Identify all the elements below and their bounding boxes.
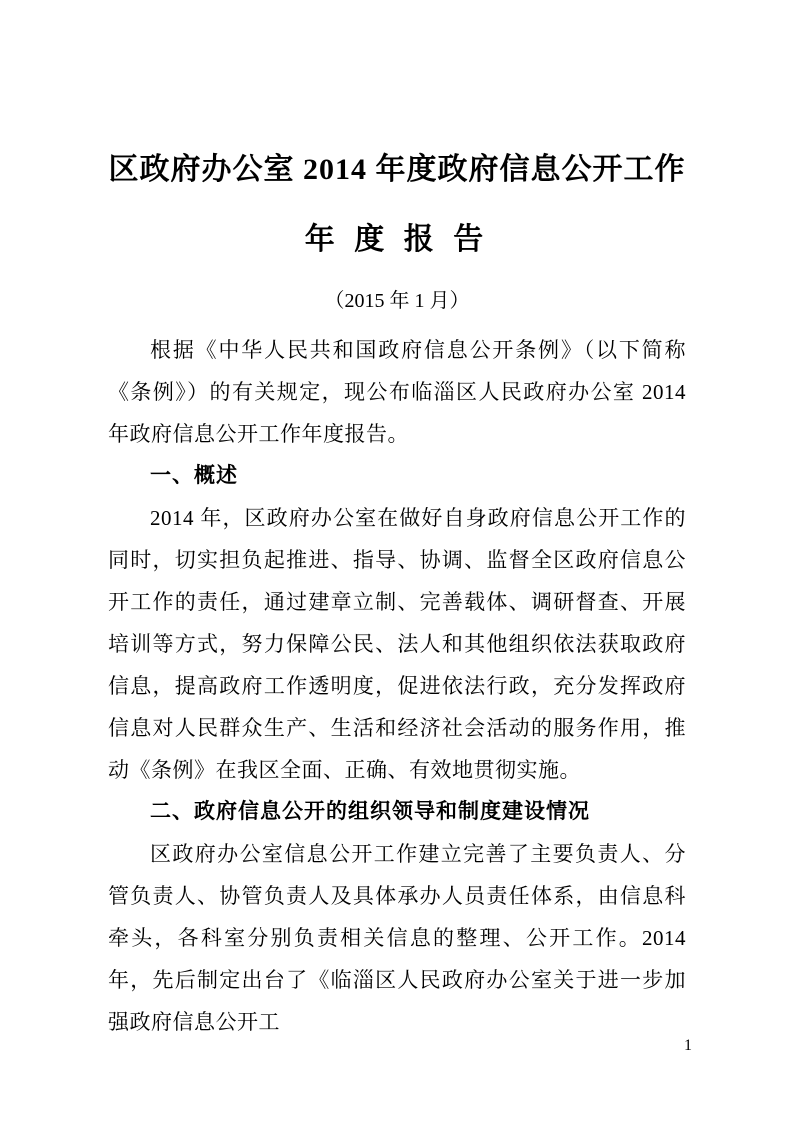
page-number: 1 bbox=[684, 1037, 692, 1054]
document-title-line1: 区政府办公室 2014 年度政府信息公开工作 bbox=[108, 153, 686, 186]
document-body bbox=[108, 329, 686, 1043]
paragraph-section-2: 区政府办公室信息公开工作建立完善了主要负责人、分管负责人、协管负责人及具体承办人员责任体系，由信息科牵头，各科室分别负责相关信息的整理、公开工作。2014 年，先后制定出台了《临淄区人民政府办公室关于进一步加强政府信息公开工 bbox=[108, 842, 686, 1034]
paragraph-section-1: 2014 年，区政府办公室在做好自身政府信息公开工作的同时，切实担负起推进、指导、协调、监督全区政府信息公开工作的责任，通过建章立制、完善载体、调研督查、开展培训等方式，努力保障公民、法人和其他组织依法获取政府信息，提高政府工作透明度，促进依法行政，充分发挥政府信息对人民群众生产、生活和经济社会活动的服务作用，推动《条例》在我区全面、正确、有效地贯彻实施。 bbox=[108, 506, 686, 782]
document-date: （2015 年 1 月） bbox=[324, 290, 470, 312]
document-title-line2: 年 度 报 告 bbox=[304, 223, 490, 256]
section-heading-2: 二、政府信息公开的组织领导和制度建设情况 bbox=[150, 800, 590, 823]
paragraph-intro: 根据《中华人民共和国政府信息公开条例》（以下简称《条例》）的有关规定，现公布临淄区人民政府办公室 2014 年政府信息公开工作年度报告。 bbox=[108, 338, 686, 446]
document-content bbox=[108, 0, 686, 1043]
section-heading-1: 一、概述 bbox=[150, 464, 238, 487]
